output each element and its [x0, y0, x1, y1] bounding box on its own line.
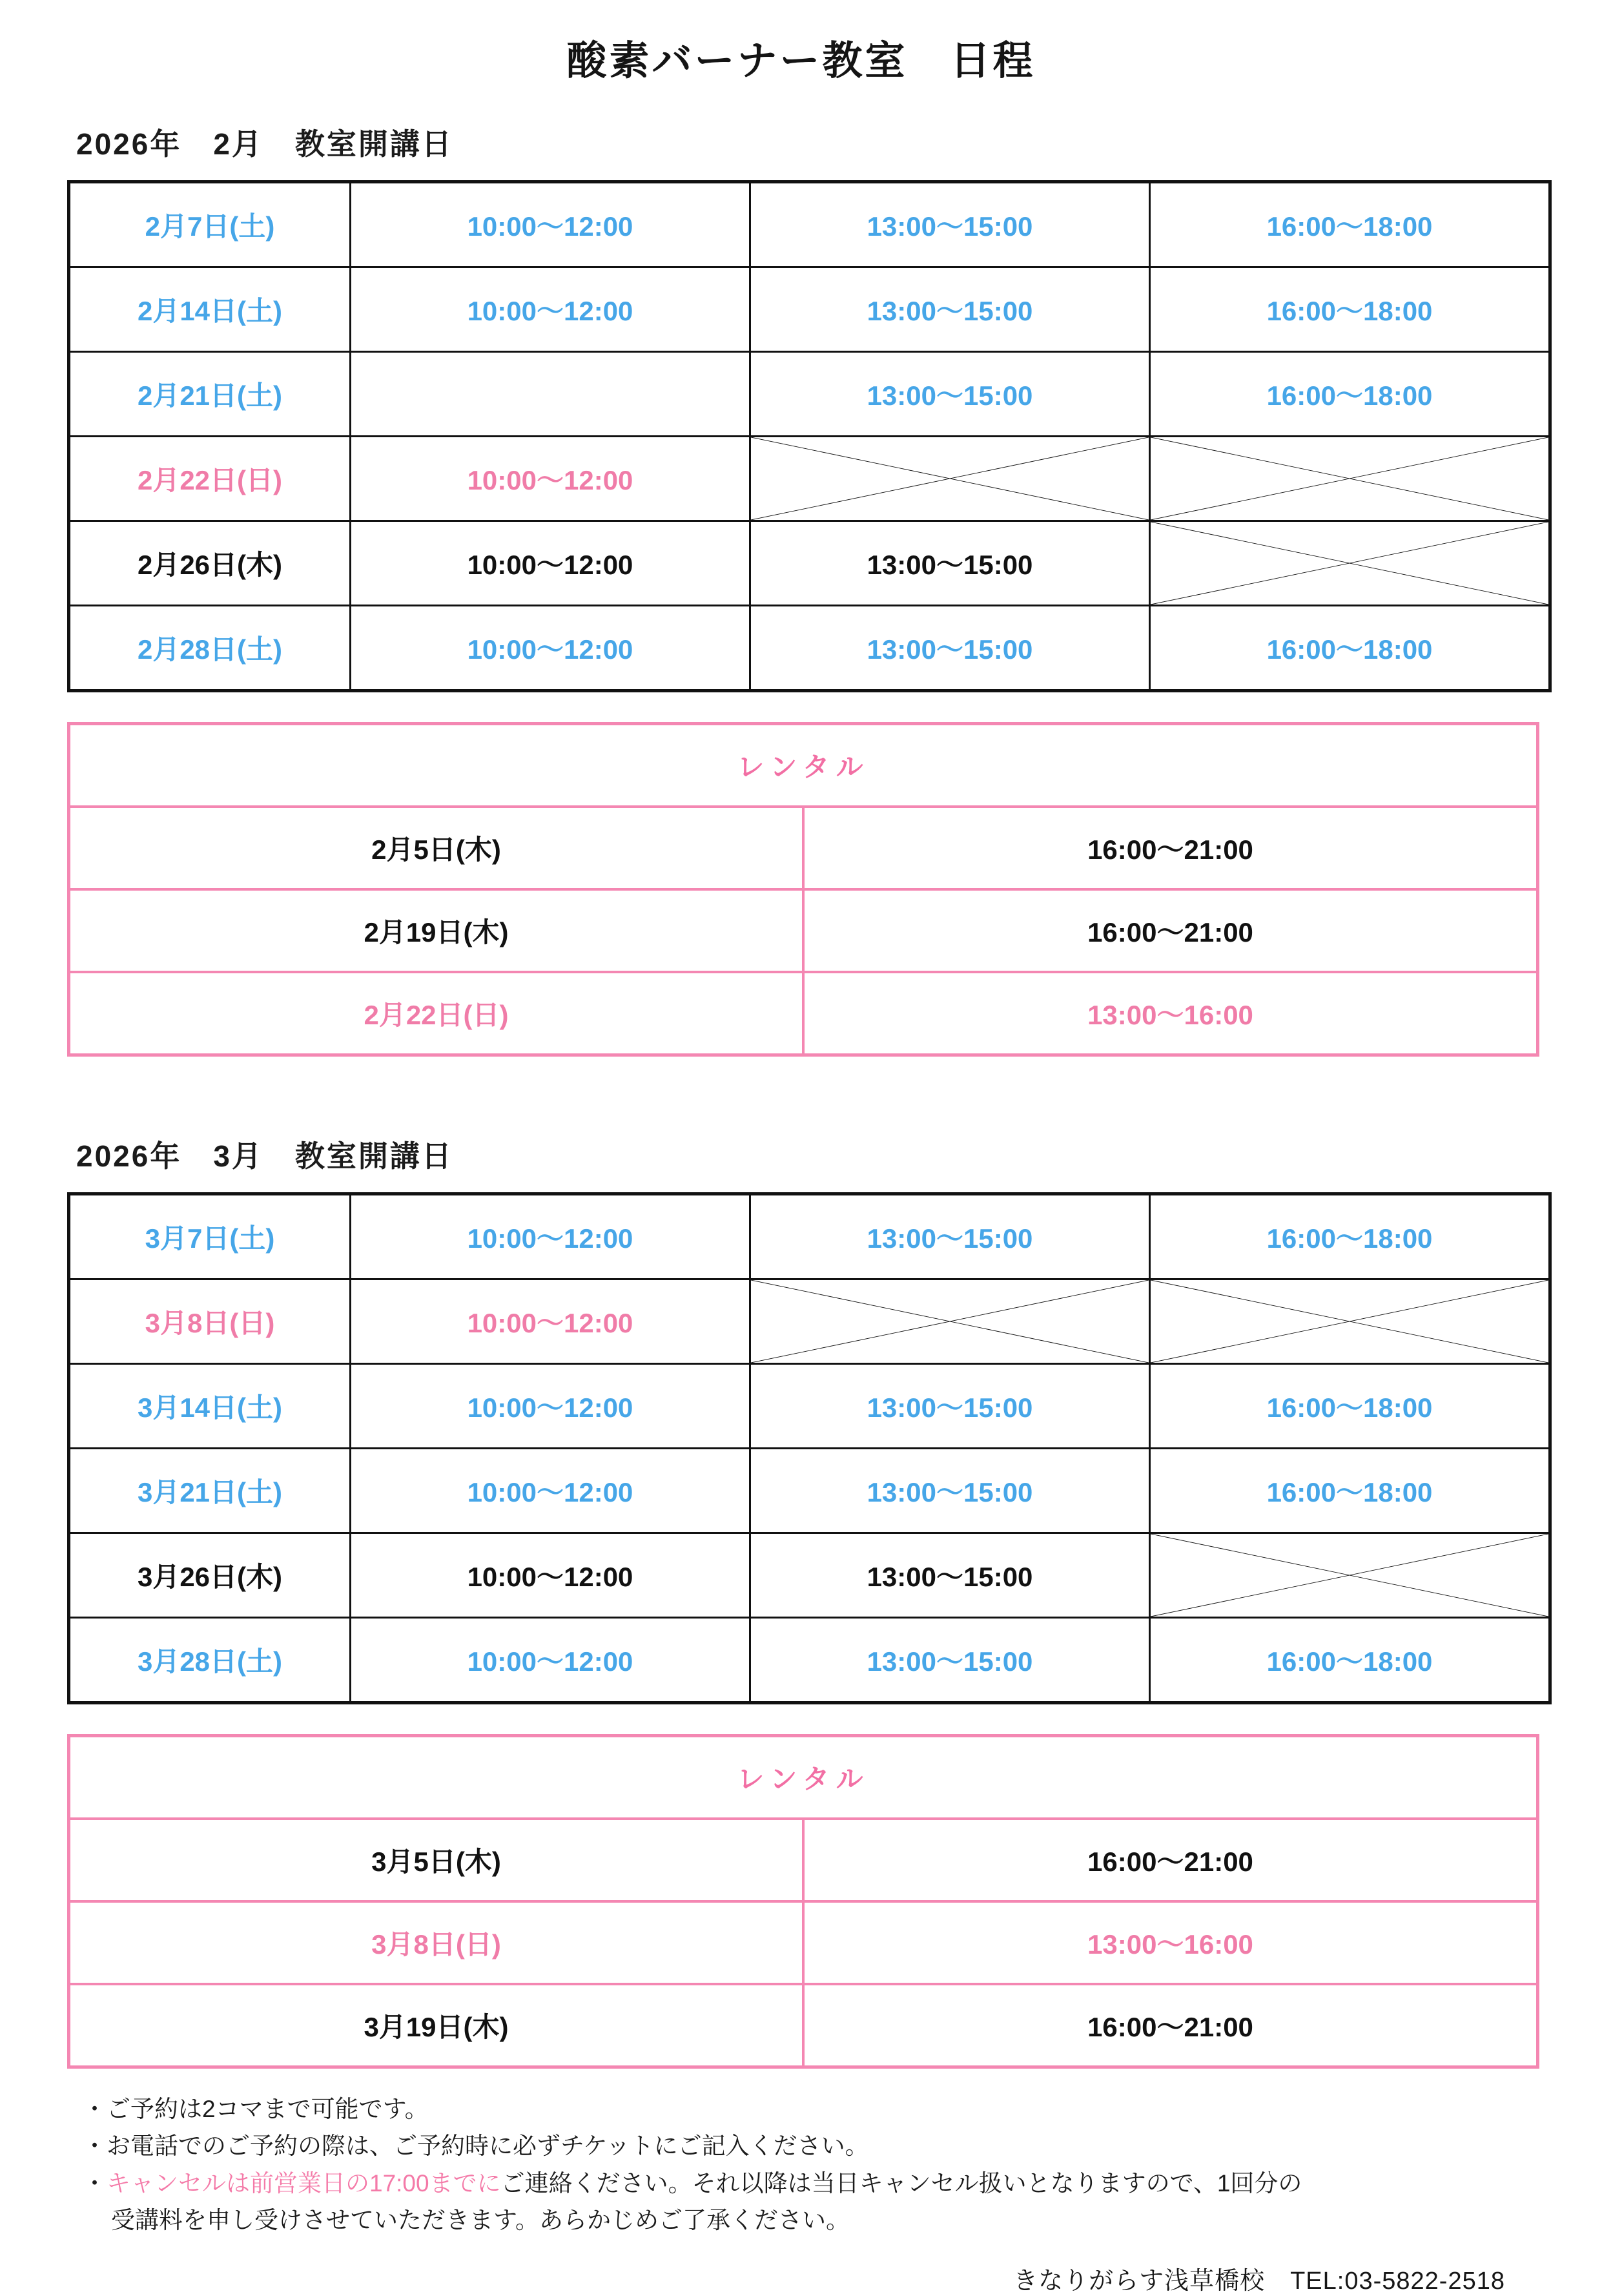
schedule-slot-cell[interactable]: 13:00〜15:00: [750, 1449, 1150, 1533]
schedule-date-cell: 3月26日(木): [69, 1533, 351, 1618]
rental-date-cell: 2月22日(日): [69, 972, 804, 1055]
rental-time-cell[interactable]: 13:00〜16:00: [803, 972, 1538, 1055]
table-row: [69, 352, 1550, 437]
table-row: [69, 1279, 1550, 1364]
table-row: [69, 724, 1538, 807]
schedule-slot-cell-unavailable: [750, 437, 1150, 521]
rental-time-cell[interactable]: 13:00〜16:00: [803, 1901, 1538, 1984]
schedule-slot-cell-unavailable: [1150, 437, 1550, 521]
rental-table-march: [67, 1734, 1539, 2069]
schedule-slot-cell[interactable]: 13:00〜15:00: [750, 1618, 1150, 1703]
schedule-date-cell: 3月8日(日): [69, 1279, 351, 1364]
table-row: [69, 1449, 1550, 1533]
spacer: [0, 1175, 1602, 1192]
table-row: [69, 182, 1550, 267]
rental-time-cell[interactable]: 16:00〜21:00: [803, 1819, 1538, 1901]
schedule-slot-cell[interactable]: 13:00〜15:00: [750, 521, 1150, 606]
cancelled-mark-icon: [1151, 1534, 1548, 1617]
class-schedule-table-march: [67, 1192, 1552, 1704]
schedule-slot-cell[interactable]: 16:00〜18:00: [1150, 1364, 1550, 1449]
page-title: 酸素バーナー教室 日程: [566, 39, 1036, 83]
table-row: [69, 606, 1550, 691]
note-line-1: ・ご予約は2コマまで可能です。: [83, 2096, 429, 2122]
notes-block: [83, 2091, 1602, 2239]
table-row: [69, 1984, 1538, 2067]
table-row: [69, 1618, 1550, 1703]
schedule-date-cell: 3月7日(土): [69, 1194, 351, 1279]
rental-time-cell[interactable]: 16:00〜21:00: [803, 807, 1538, 889]
footer-contact: きなりがらす浅草橋校 TEL:03-5822-2518: [1013, 2268, 1505, 2295]
schedule-slot-cell-unavailable: [1150, 521, 1550, 606]
table-row: [69, 1364, 1550, 1449]
schedule-slot-cell[interactable]: 16:00〜18:00: [1150, 182, 1550, 267]
schedule-date-cell: 2月28日(土): [69, 606, 351, 691]
schedule-slot-cell[interactable]: 10:00〜12:00: [351, 1194, 750, 1279]
schedule-slot-cell[interactable]: 13:00〜15:00: [750, 182, 1150, 267]
schedule-slot-cell[interactable]: 13:00〜15:00: [750, 606, 1150, 691]
schedule-slot-cell[interactable]: 13:00〜15:00: [750, 1194, 1150, 1279]
schedule-slot-cell-unavailable: [1150, 1279, 1550, 1364]
schedule-slot-cell[interactable]: 16:00〜18:00: [1150, 606, 1550, 691]
schedule-slot-cell[interactable]: 13:00〜15:00: [750, 267, 1150, 352]
schedule-date-cell: 2月7日(土): [69, 182, 351, 267]
schedule-slot-cell[interactable]: 10:00〜12:00: [351, 521, 750, 606]
rental-body-february: [69, 724, 1538, 1055]
schedule-date-cell: 3月21日(土): [69, 1449, 351, 1533]
section-heading-march: 2026年 3月 教室開講日: [76, 1139, 453, 1173]
schedule-slot-cell[interactable]: 16:00〜18:00: [1150, 1194, 1550, 1279]
table-row: [69, 972, 1538, 1055]
schedule-slot-cell[interactable]: 10:00〜12:00: [351, 1279, 750, 1364]
schedule-slot-cell[interactable]: 10:00〜12:00: [351, 1449, 750, 1533]
schedule-date-cell: 3月28日(土): [69, 1618, 351, 1703]
rental-date-cell: 2月19日(木): [69, 889, 804, 972]
rental-header-cell: レンタル: [69, 724, 1538, 807]
spacer: [0, 163, 1602, 180]
note-line-2: ・お電話でのご予約の際は、ご予約時に必ずチケットにご記入ください。: [83, 2133, 869, 2160]
schedule-slot-cell[interactable]: 16:00〜18:00: [1150, 352, 1550, 437]
spacer: [0, 86, 1602, 121]
cancelled-mark-icon: [1151, 1280, 1548, 1363]
table-row: [69, 1533, 1550, 1618]
rental-body-march: [69, 1736, 1538, 2067]
rental-table-february: [67, 722, 1539, 1057]
schedule-slot-cell: [351, 352, 750, 437]
table-row: [69, 1736, 1538, 1819]
schedule-date-cell: 2月22日(日): [69, 437, 351, 521]
rental-date-cell: 3月19日(木): [69, 1984, 804, 2067]
table-row: [69, 889, 1538, 972]
cancelled-mark-icon: [751, 437, 1149, 520]
note-cancel-rest: ご連絡ください。それ以降は当日キャンセル扱いとなりますので、1回分の: [500, 2169, 1302, 2197]
note-cancel-highlight: キャンセルは前営業日の17:00までに: [107, 2169, 501, 2197]
rental-time-cell[interactable]: 16:00〜21:00: [803, 1984, 1538, 2067]
note-line-4: 受講料を申し受けさせていただきます。あらかじめご了承ください。: [111, 2207, 850, 2234]
note-line-3: [83, 2165, 1602, 2202]
schedule-date-cell: 2月26日(木): [69, 521, 351, 606]
schedule-date-cell: 3月14日(土): [69, 1364, 351, 1449]
cancelled-mark-icon: [1151, 437, 1548, 520]
table-row: [69, 807, 1538, 889]
cancelled-mark-icon: [751, 1280, 1149, 1363]
section-heading-february: 2026年 2月 教室開講日: [76, 127, 453, 161]
cancelled-mark-icon: [1151, 522, 1548, 605]
schedule-slot-cell[interactable]: 10:00〜12:00: [351, 1533, 750, 1618]
schedule-slot-cell[interactable]: 10:00〜12:00: [351, 606, 750, 691]
schedule-date-cell: 2月14日(土): [69, 267, 351, 352]
class-schedule-table-february: [67, 180, 1552, 692]
schedule-slot-cell[interactable]: 13:00〜15:00: [750, 1533, 1150, 1618]
schedule-slot-cell[interactable]: 10:00〜12:00: [351, 267, 750, 352]
table-row: [69, 521, 1550, 606]
schedule-slot-cell[interactable]: 10:00〜12:00: [351, 437, 750, 521]
rental-header-cell: レンタル: [69, 1736, 1538, 1819]
table-row: [69, 1901, 1538, 1984]
schedule-slot-cell[interactable]: 16:00〜18:00: [1150, 267, 1550, 352]
schedule-slot-cell[interactable]: 13:00〜15:00: [750, 1364, 1150, 1449]
schedule-slot-cell[interactable]: 13:00〜15:00: [750, 352, 1150, 437]
schedule-date-cell: 2月21日(土): [69, 352, 351, 437]
table-row: [69, 1819, 1538, 1901]
schedule-slot-cell[interactable]: 10:00〜12:00: [351, 1364, 750, 1449]
rental-date-cell: 2月5日(木): [69, 807, 804, 889]
table-row: [69, 267, 1550, 352]
note-bullet: ・: [83, 2169, 107, 2197]
schedule-slot-cell[interactable]: 10:00〜12:00: [351, 182, 750, 267]
table-row: [69, 1194, 1550, 1279]
rental-date-cell: 3月5日(木): [69, 1819, 804, 1901]
rental-time-cell[interactable]: 16:00〜21:00: [803, 889, 1538, 972]
schedule-slot-cell-unavailable: [750, 1279, 1150, 1364]
rental-date-cell: 3月8日(日): [69, 1901, 804, 1984]
schedule-slot-cell[interactable]: 10:00〜12:00: [351, 1618, 750, 1703]
class-schedule-body-february: [69, 182, 1550, 691]
table-row: [69, 437, 1550, 521]
schedule-slot-cell-unavailable: [1150, 1533, 1550, 1618]
spacer: [0, 1057, 1602, 1133]
schedule-slot-cell[interactable]: 16:00〜18:00: [1150, 1449, 1550, 1533]
class-schedule-body-march: [69, 1194, 1550, 1703]
schedule-slot-cell[interactable]: 16:00〜18:00: [1150, 1618, 1550, 1703]
